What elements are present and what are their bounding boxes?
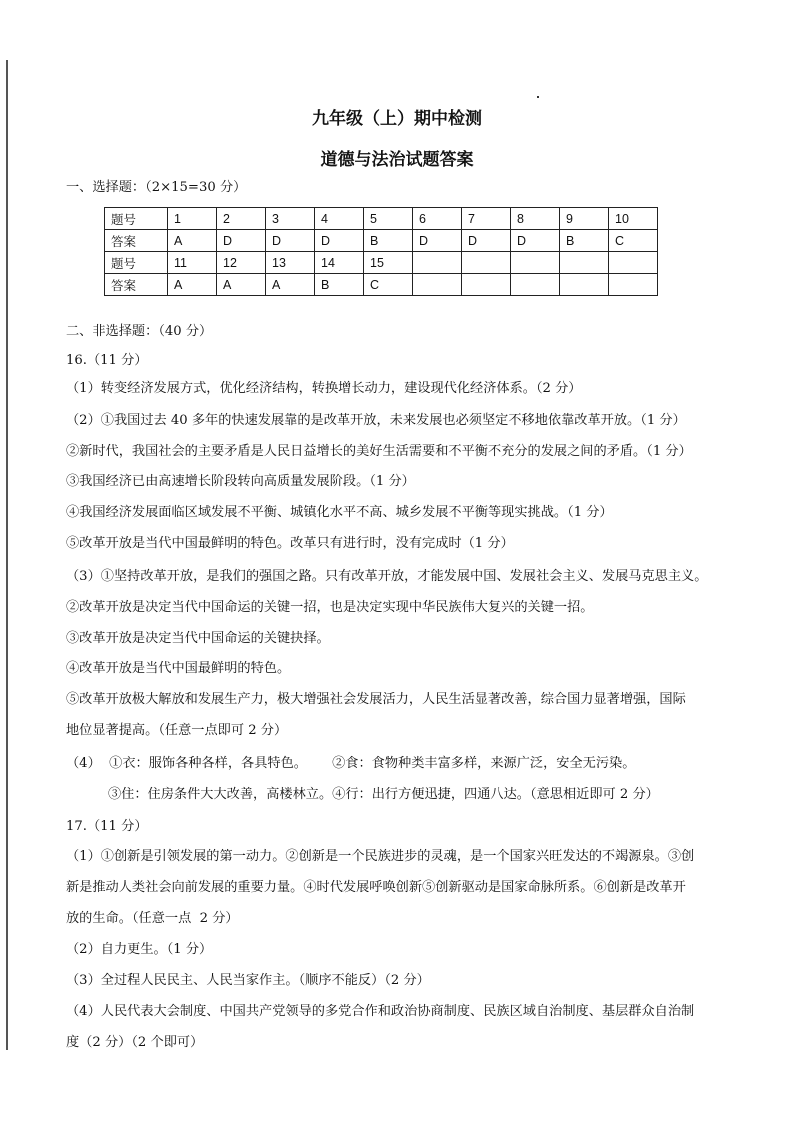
answer-table-row-label: 答案: [105, 230, 168, 252]
answer-table-row: [105, 252, 658, 274]
q17-part4-line2: 度（2 分）（2 个即可）: [66, 1035, 204, 1050]
q16-part3-item4: ④改革开放是当代中国最鲜明的特色。: [66, 661, 291, 676]
answer-table-cell: D: [413, 230, 462, 252]
answer-table-cell: A: [168, 230, 217, 252]
answer-table-cell: [609, 252, 658, 274]
answer-table-cell: D: [315, 230, 364, 252]
answer-table-cell: 9: [560, 208, 609, 230]
answer-table-row-label: 题号: [105, 252, 168, 274]
answer-table-cell: 10: [609, 208, 658, 230]
answer-table-cell: 5: [364, 208, 413, 230]
q16-part2-item2: ②新时代，我国社会的主要矛盾是人民日益增长的美好生活需要和不平衡不充分的发展之间的矛盾。（1 分）: [66, 444, 692, 459]
sub-title: 道德与法治试题答案: [320, 150, 474, 170]
answer-table-cell: D: [266, 230, 315, 252]
answer-table-cell: [609, 274, 658, 296]
q17-heading: 17.（11 分）: [66, 819, 148, 834]
q16-part3-item5-line2: 地位显著提高。（任意一点即可 2 分）: [66, 723, 288, 738]
answer-table-row-label: 答案: [105, 274, 168, 296]
q16-part3-item5-line1: ⑤改革开放极大解放和发展生产力，极大增强社会发展活力，人民生活显著改善，综合国力显著增强，国际: [66, 692, 686, 707]
stray-dot: [537, 96, 539, 98]
q16-part3-item1: （3）①坚持改革开放，是我们的强国之路。只有改革开放，才能发展中国、发展社会主义、发展马克思主义。: [66, 569, 708, 584]
section1-heading: 一、选择题：（2×15=30 分）: [66, 180, 247, 195]
section2-heading: 二、非选择题：（40 分）: [66, 324, 213, 339]
page-edge-line: [6, 60, 8, 1050]
q16-part2-item4: ④我国经济发展面临区域发展不平衡、城镇化水平不高、城乡发展不平衡等现实挑战。（1 分）: [66, 505, 613, 520]
answer-table-cell: 13: [266, 252, 315, 274]
answer-table-cell: D: [511, 230, 560, 252]
q16-heading: 16.（11 分）: [66, 353, 148, 368]
q17-part1-line2: 新是推动人类社会向前发展的重要力量。④时代发展呼唤创新⑤创新驱动是国家命脉所系。⑥创新是改革开: [66, 880, 686, 895]
main-title: 九年级（上）期中检测: [312, 109, 482, 129]
answer-table-cell: 15: [364, 252, 413, 274]
answer-table-cell: C: [609, 230, 658, 252]
q16-part2-item1: （2）①我国过去 40 多年的快速发展靠的是改革开放，未来发展也必须坚定不移地依靠改革开放。（1 分）: [66, 413, 686, 428]
answer-table-cell: B: [315, 274, 364, 296]
q17-part4-line1: （4）人民代表大会制度、中国共产党领导的多党合作和政治协商制度、民族区域自治制度、基层群众自治制: [66, 1004, 695, 1019]
answer-table-cell: 6: [413, 208, 462, 230]
answer-table-cell: [462, 252, 511, 274]
answer-table-cell: B: [560, 230, 609, 252]
q16-part3-item2: ②改革开放是决定当代中国命运的关键一招，也是决定实现中华民族伟大复兴的关键一招。: [66, 600, 594, 615]
answer-table-cell: 8: [511, 208, 560, 230]
q16-part3-item3: ③改革开放是决定当代中国命运的关键抉择。: [66, 631, 330, 646]
q16-part4-line1: （4） ①衣：服饰各种各样，各具特色。 ②食：食物种类丰富多样，来源广泛，安全无污染。: [66, 756, 636, 771]
q16-part1: （1）转变经济发展方式，优化经济结构，转换增长动力，建设现代化经济体系。（2 分）: [66, 381, 582, 396]
q16-part4-line2: ③住：住房条件大大改善，高楼林立。④行：出行方便迅捷，四通八达。（意思相近即可 2 分）: [108, 787, 659, 802]
q17-part1-line1: （1）①创新是引领发展的第一动力。②创新是一个民族进步的灵魂，是一个国家兴旺发达的不竭源泉。③创: [66, 849, 695, 864]
answer-table-row: [105, 230, 658, 252]
answer-table-cell: [413, 252, 462, 274]
answer-table-cell: A: [217, 274, 266, 296]
answer-table-cell: 3: [266, 208, 315, 230]
answer-table-cell: 2: [217, 208, 266, 230]
q17-part1-line3: 放的生命。（任意一点 2 分）: [66, 911, 239, 926]
answer-table-cell: [511, 252, 560, 274]
answer-table-cell: 1: [168, 208, 217, 230]
answer-table-cell: 4: [315, 208, 364, 230]
answer-table-cell: [560, 252, 609, 274]
answer-table-cell: B: [364, 230, 413, 252]
q16-part2-item3: ③我国经济已由高速增长阶段转向高质量发展阶段。（1 分）: [66, 474, 415, 489]
answer-table-cell: [560, 274, 609, 296]
answer-table: [104, 207, 658, 296]
answer-table-cell: 7: [462, 208, 511, 230]
answer-table-cell: 11: [168, 252, 217, 274]
answer-table-cell: A: [168, 274, 217, 296]
q17-part3: （3）全过程人民民主、人民当家作主。（顺序不能反）（2 分）: [66, 973, 430, 988]
answer-table-cell: A: [266, 274, 315, 296]
answer-table-row-label: 题号: [105, 208, 168, 230]
answer-table-cell: D: [462, 230, 511, 252]
answer-table-row: [105, 274, 658, 296]
answer-table-row: [105, 208, 658, 230]
answer-table-cell: 12: [217, 252, 266, 274]
answer-table-cell: [413, 274, 462, 296]
answer-table-cell: C: [364, 274, 413, 296]
answer-table-cell: D: [217, 230, 266, 252]
answer-table-cell: [462, 274, 511, 296]
answer-table-cell: [511, 274, 560, 296]
q16-part2-item5: ⑤改革开放是当代中国最鲜明的特色。改革只有进行时，没有完成时（1 分）: [66, 536, 514, 551]
q17-part2: （2）自力更生。（1 分）: [66, 942, 213, 957]
answer-table-cell: 14: [315, 252, 364, 274]
